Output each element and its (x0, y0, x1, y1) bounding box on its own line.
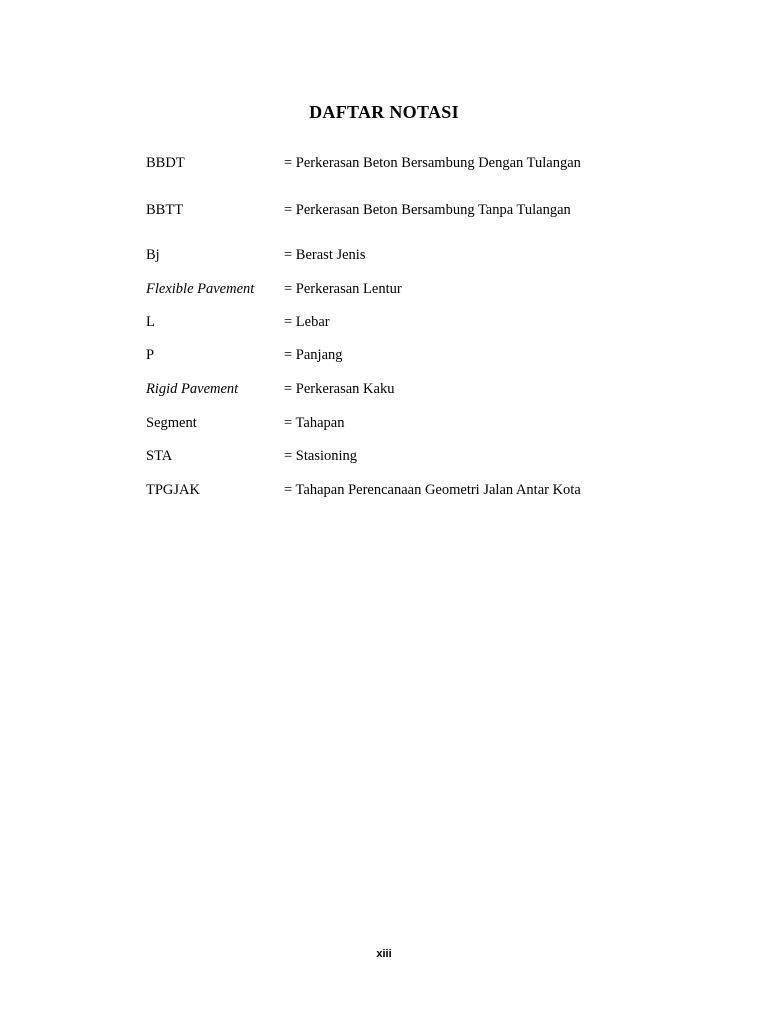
notation-term: Flexible Pavement (146, 281, 255, 297)
notation-term: BBDT (146, 155, 185, 171)
notation-definition: = Perkerasan Beton Bersambung Tanpa Tulangan (284, 202, 571, 218)
notation-definition: = Stasioning (284, 448, 358, 464)
notation-term: TPGJAK (146, 482, 200, 498)
notation-definition: = Perkerasan Kaku (284, 381, 395, 397)
notation-definition: = Berast Jenis (284, 247, 366, 263)
notation-definition: = Perkerasan Lentur (284, 281, 402, 297)
notation-term: L (146, 314, 155, 330)
notation-definition: = Panjang (284, 347, 343, 363)
page-number: xiii (376, 948, 392, 960)
notation-definition: = Perkerasan Beton Bersambung Dengan Tulangan (284, 155, 581, 171)
notation-term: P (146, 347, 155, 363)
notation-term: Segment (146, 415, 197, 431)
notation-term: Rigid Pavement (146, 381, 239, 397)
notation-definition: = Lebar (284, 314, 330, 330)
notation-term: BBTT (146, 202, 184, 218)
notation-term: Bj (146, 247, 160, 263)
page-title: DAFTAR NOTASI (309, 102, 459, 122)
notation-definition: = Tahapan (284, 415, 345, 431)
notation-term: STA (146, 448, 173, 464)
notation-definition: = Tahapan Perencanaan Geometri Jalan Antar Kota (284, 482, 581, 498)
